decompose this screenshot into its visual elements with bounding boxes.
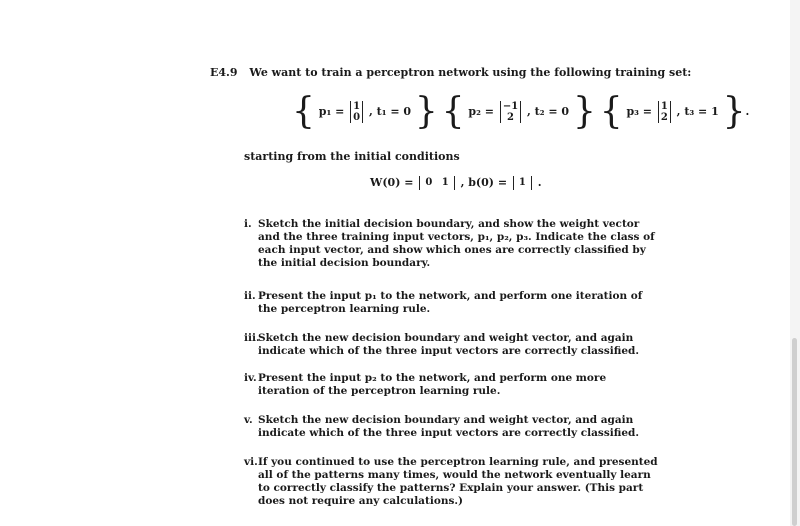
w0-vector: 0 1 [419,176,454,190]
conditions-intro: starting from the initial conditions [244,150,460,163]
problem-header [210,66,770,80]
list-item: vi. If you continued to use the perceptron learning rule, and presented all of the patterns many times, would the network eventually learn to correctly classify the patterns? Explain your answer. (This part does not require any calculations.) [244,456,658,507]
b0-vector: 1 [513,176,532,190]
t2-target: , t₂ = 0 [527,105,570,118]
training-set-formula: { p₁ = 1 0 , t₁ = 0 } { p₂ = −1 2 , t₂ = 0 } { p₃ = 1 2 , t₃ = 1 }. [292,91,750,132]
scrollbar-thumb[interactable] [792,338,797,526]
p1-label: p₁ = [318,105,345,118]
problem-number: E4.9 [210,66,238,79]
p3-vector: 1 2 [658,101,671,123]
list-item: iii. Sketch the new decision boundary and weight vector, and again indicate which of the three input vectors are correctly classified. [244,332,640,357]
initial-conditions-formula: W(0) = 0 1 , b(0) = 1 . [370,176,542,189]
t3-target: , t₃ = 1 [676,105,719,118]
p2-label: p₂ = [468,105,494,118]
scrollbar-track[interactable] [790,0,800,526]
list-item: ii. Present the input p₁ to the network, and perform one iteration of the perceptron learning rule. [244,290,643,315]
list-item: i. Sketch the initial decision boundary, and show the weight vector and the three training input vectors, p₁, p₂, p₃. Indicate the class of each input vector, and show which ones are correctly classified by the initial decision boundary. [244,218,655,269]
b0-label: , b(0) = [460,176,508,189]
t1-target: , t₁ = 0 [368,105,412,118]
p2-vector: −1 2 [500,101,521,123]
list-item: iv. Present the input p₂ to the network, and perform one more iteration of the perceptron learning rule. [244,372,607,397]
p3-label: p₃ = [626,105,652,118]
p1-vector: 1 0 [350,101,363,123]
list-item: v. Sketch the new decision boundary and weight vector, and again indicate which of the three input vectors are correctly classified. [244,414,640,439]
problem-intro: We want to train a perceptron network using the following training set: [249,66,692,79]
w0-label: W(0) = [370,176,414,189]
